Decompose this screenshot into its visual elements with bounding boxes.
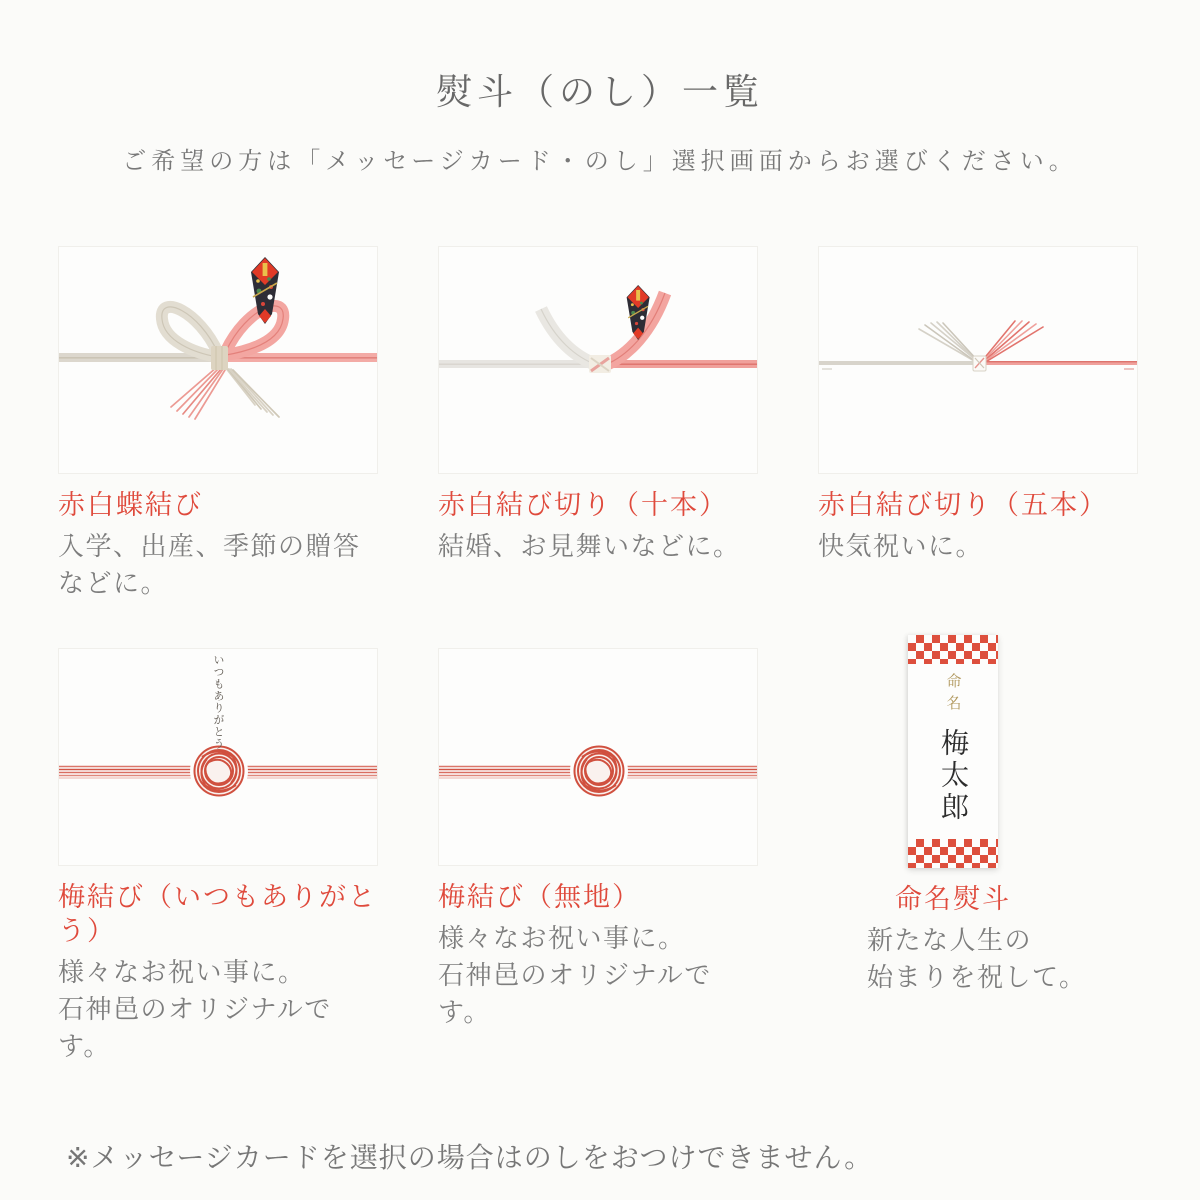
noshi-item-umemusubi-arigatou <box>58 648 378 1065</box>
noshi-item-label: 赤白結び切り（十本） <box>438 490 728 520</box>
tag-lattice-top <box>908 635 998 664</box>
noshi-item-label: 赤白結び切り（五本） <box>818 490 1108 520</box>
musubikiri-five-noshi-icon <box>819 247 1137 473</box>
noshi-item-akashiro-chomusubi <box>58 246 378 602</box>
noshi-grid <box>58 246 1138 1065</box>
tag-lattice-bottom <box>908 839 998 868</box>
noshi-card-image <box>58 648 378 866</box>
tag-name: 梅太郎 <box>938 728 969 824</box>
noshi-item-label: 命名熨斗 <box>895 884 1011 914</box>
noshi-card-image <box>58 246 378 474</box>
noshi-card-image <box>438 246 758 474</box>
plum-knot-plain-icon <box>439 649 757 865</box>
page-subtitle: ご希望の方は「メッセージカード・のし」選択画面からお選びください。 <box>122 148 1078 175</box>
noshi-item-akashiro-musubikiri-gohon <box>818 246 1138 602</box>
message-vertical-text: いつもありがとう <box>212 654 224 750</box>
bow-tails <box>171 367 279 419</box>
bow-knot <box>211 346 228 370</box>
knot-center <box>589 355 611 373</box>
plum-knot-icon <box>190 742 248 800</box>
noshi-item-description: 結婚、お見舞いなどに。 <box>438 531 741 561</box>
noshi-card-image <box>438 648 758 866</box>
noshi-item-umemusubi-muji <box>438 648 758 1065</box>
noshi-item-description: 様々なお祝い事に。 石神邑のオリジナルです。 <box>438 923 712 1027</box>
butterfly-knot-noshi-icon <box>59 247 377 473</box>
noshi-item-akashiro-musubikiri-juppon <box>438 246 758 602</box>
noshi-item-label: 梅結び（いつもありがとう） <box>58 882 377 946</box>
noshi-item-description: 入学、出産、季節の贈答 などに。 <box>58 531 361 598</box>
noshi-item-label: 赤白蝶結び <box>58 490 203 520</box>
naming-tag-icon <box>908 635 998 868</box>
page-title: 熨斗（のし）一覧 <box>435 71 764 112</box>
noshi-item-description: 様々なお祝い事に。 石神邑のオリジナルです。 <box>58 957 332 1061</box>
musubikiri-ten-noshi-icon <box>439 247 757 473</box>
noshi-item-description: 快気祝いに。 <box>818 531 984 561</box>
noshi-item-meimei-noshi <box>818 648 1138 1065</box>
footnote: ※メッセージカードを選択の場合はのしをおつけできません。 <box>66 1142 874 1173</box>
tag-heading: 命名 <box>944 673 962 717</box>
noshi-item-label: 梅結び（無地） <box>438 882 641 912</box>
knot-center <box>973 356 986 371</box>
plum-knot-icon <box>570 742 628 800</box>
noshi-item-description: 新たな人生の 始まりを祝して。 <box>867 925 1087 992</box>
noshi-card-image <box>818 246 1138 474</box>
